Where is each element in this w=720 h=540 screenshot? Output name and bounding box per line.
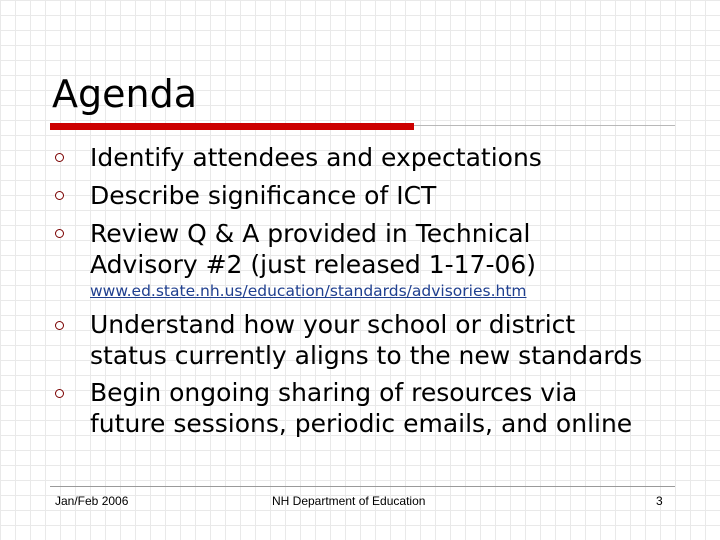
bullet-item-line: Review Q & A provided in Technical (90, 219, 531, 248)
footer-divider (50, 486, 675, 487)
title-accent-bar (50, 123, 414, 130)
bullet-item-line: Understand how your school or district (90, 310, 576, 339)
footer-date: Jan/Feb 2006 (55, 494, 129, 508)
footer-page-number: 3 (656, 494, 663, 508)
slide-title: Agenda (52, 72, 197, 116)
bullet-marker-icon (55, 153, 64, 162)
bullet-item-4 (90, 309, 700, 371)
bullet-item-line: Advisory #2 (just released 1-17-06) (90, 250, 537, 279)
bullet-item-2 (90, 180, 700, 211)
bullet-marker-icon (55, 321, 64, 330)
footer-organization: NH Department of Education (272, 494, 426, 508)
bullet-item-line: future sessions, periodic emails, and online (90, 409, 633, 438)
bullet-item-line: Describe significance of ICT (90, 181, 437, 210)
bullet-item-1 (90, 142, 700, 173)
bullet-marker-icon (55, 389, 64, 398)
bullet-marker-icon (55, 229, 64, 238)
bullet-item-line: status currently aligns to the new standards (90, 341, 643, 370)
bullet-item-line: Identify attendees and expectations (90, 143, 542, 172)
bullet-item-line: Begin ongoing sharing of resources via (90, 378, 578, 407)
advisories-link[interactable]: www.ed.state.nh.us/education/standards/advisories.htm (90, 282, 527, 300)
bullet-item-5 (90, 377, 700, 439)
bullet-marker-icon (55, 191, 64, 200)
bullet-item-3 (90, 218, 700, 280)
